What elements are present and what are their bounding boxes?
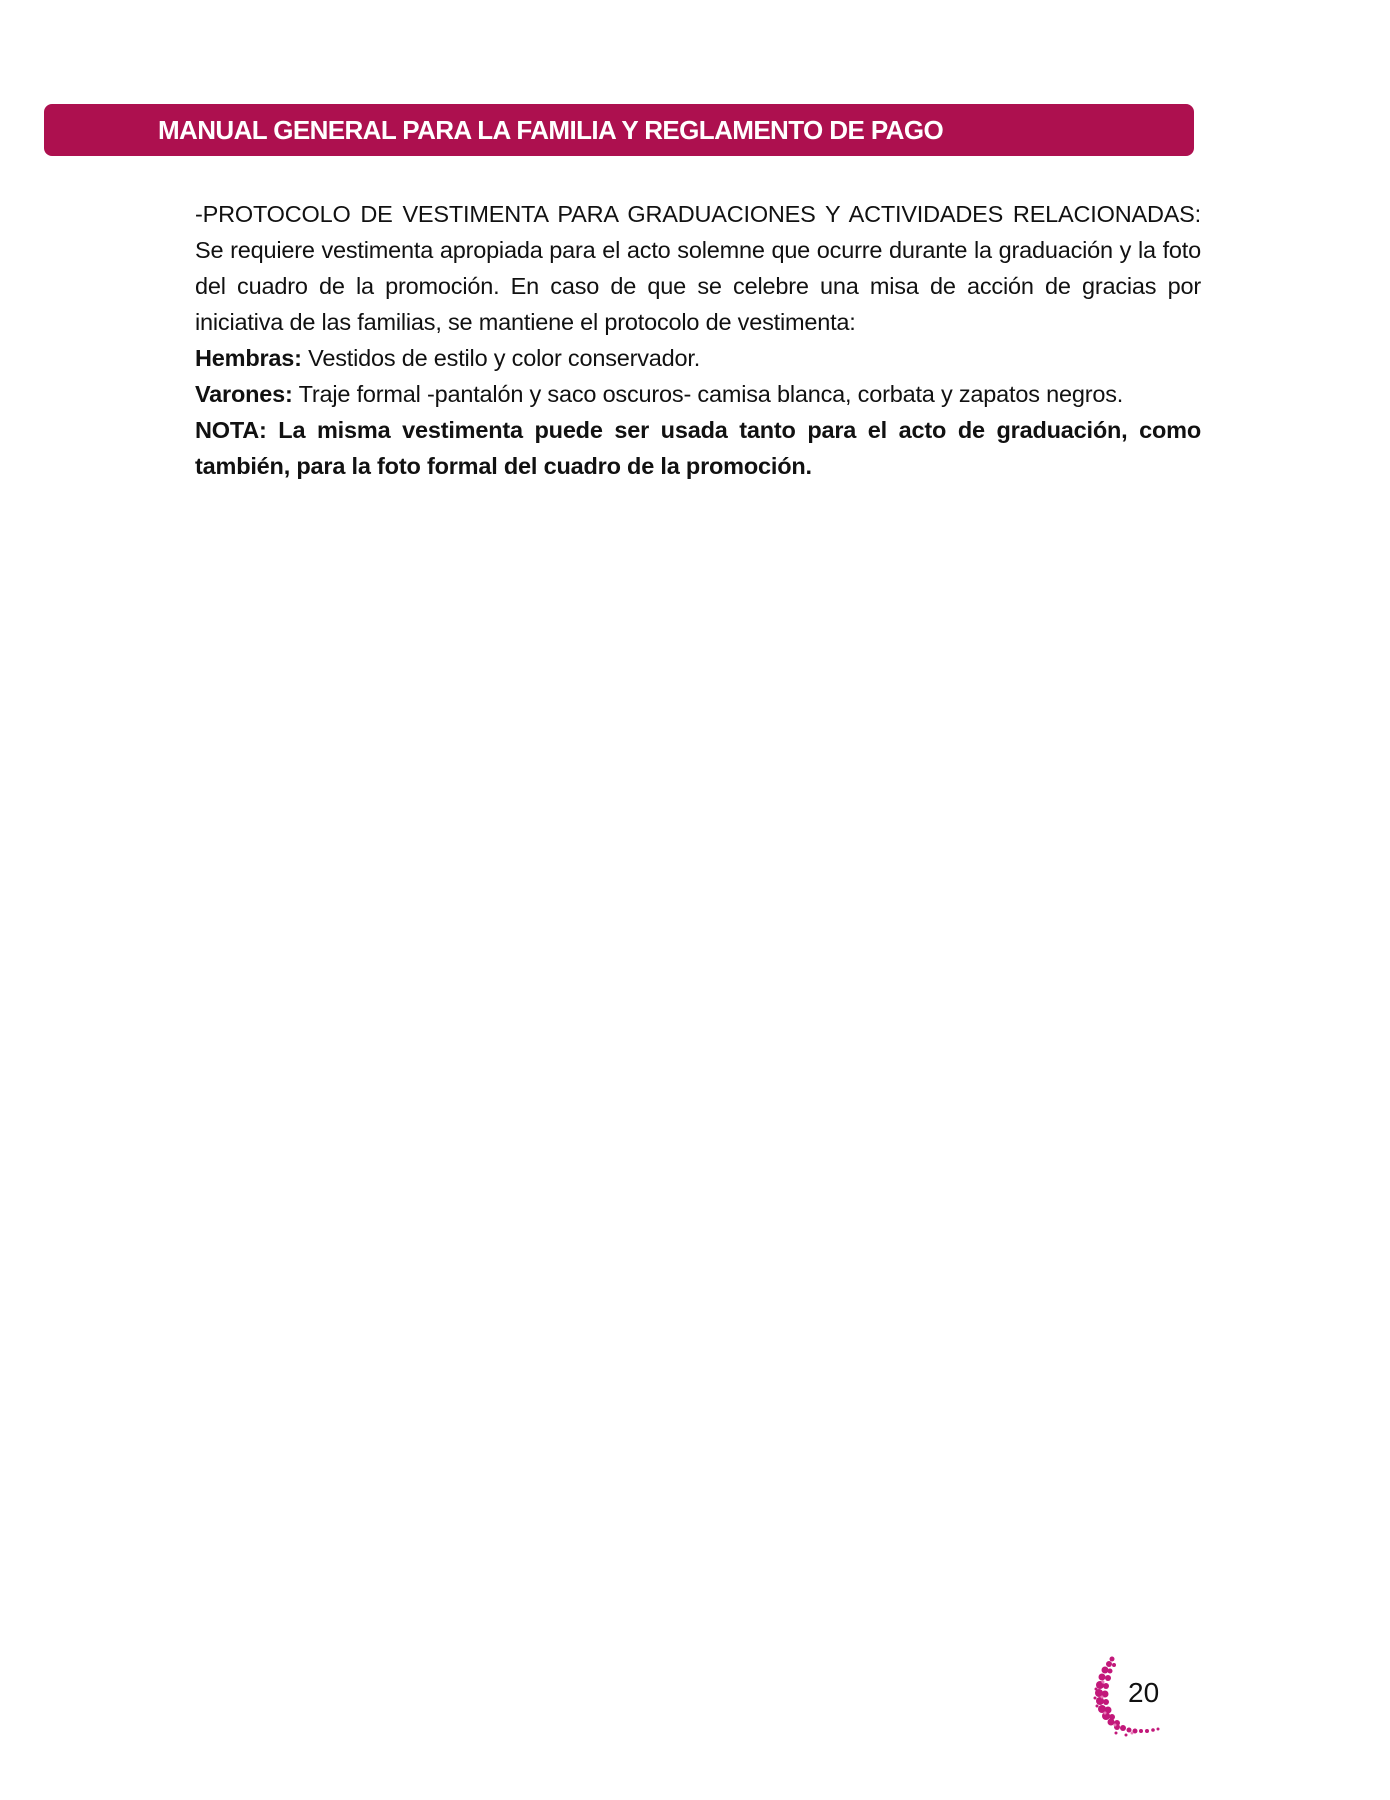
note-paragraph: NOTA: La misma vestimenta puede ser usada tanto para el acto de graduación, como también, para la foto formal del cuadro de la promoción. — [195, 417, 1201, 479]
varones-line — [195, 376, 1201, 412]
document-body — [195, 196, 1201, 484]
dress-code-paragraph: -PROTOCOLO DE VESTIMENTA PARA GRADUACIONES Y ACTIVIDADES RELACIONADAS: Se requiere vestimenta apropiada para el acto solemne que ocurre durante la graduación y la foto del cuadro de la promoción. En caso de que se celebre una misa de acción de gracias por iniciativa de las familias, se mantiene el protocolo de vestimenta: — [195, 201, 1201, 335]
page-number: 20 — [1128, 1677, 1160, 1708]
varones-label: Varones: — [195, 381, 293, 407]
varones-text: Traje formal -pantalón y saco oscuros- camisa blanca, corbata y zapatos negros. — [292, 381, 1124, 407]
hembras-line — [195, 340, 1201, 376]
hembras-text: Vestidos de estilo y color conservador. — [301, 345, 701, 371]
hembras-label: Hembras: — [195, 345, 302, 371]
section-header-band — [44, 104, 1194, 156]
document-title: MANUAL GENERAL PARA LA FAMILIA Y REGLAMENTO DE PAGO — [158, 115, 944, 145]
